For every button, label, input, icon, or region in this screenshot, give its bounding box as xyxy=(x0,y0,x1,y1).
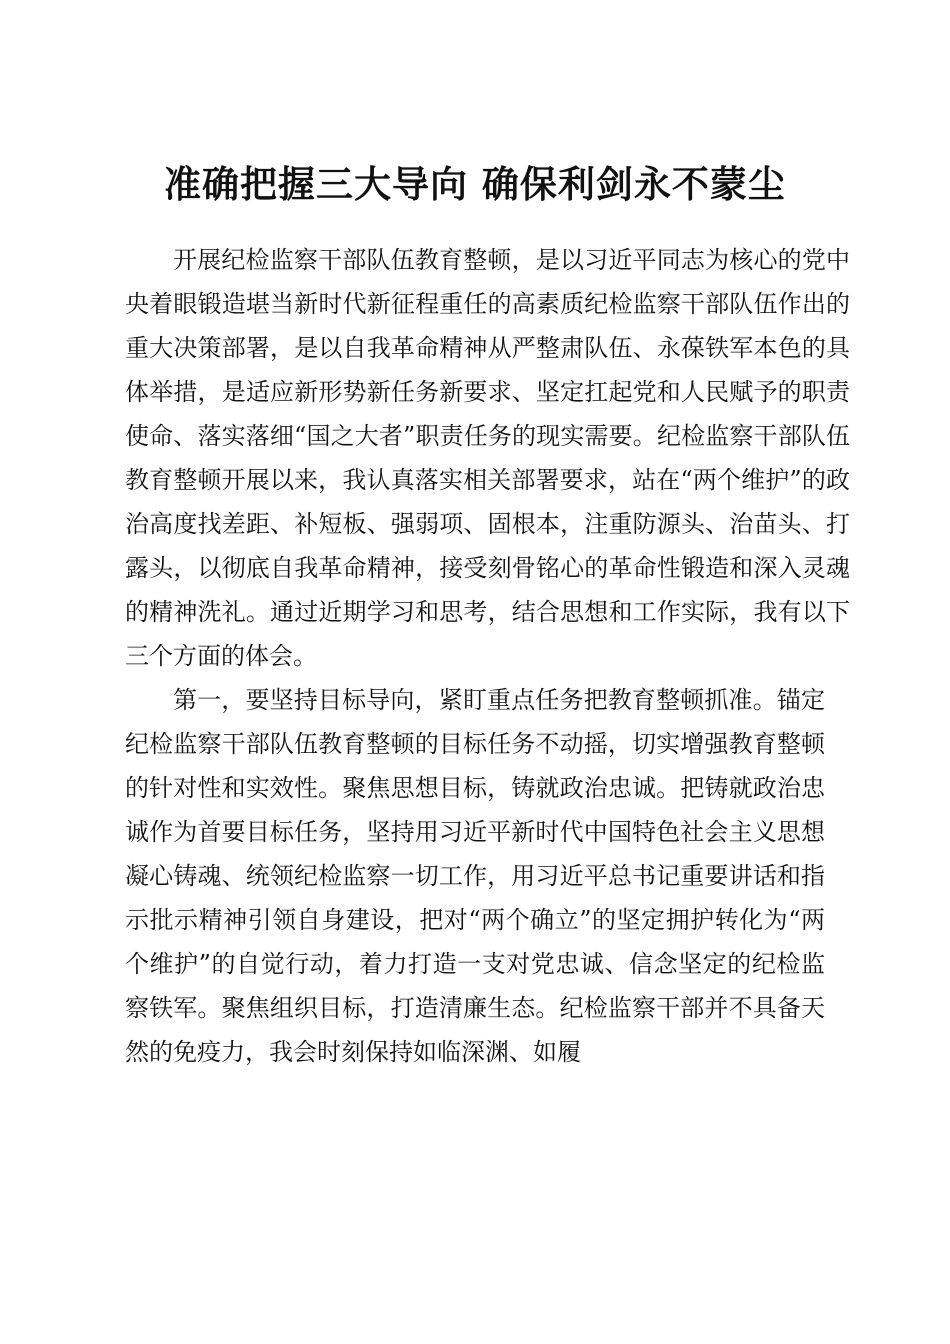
paragraph-introduction: 开展纪检监察干部队伍教育整顿，是以习近平同志为核心的党中央着眼锻造堪当新时代新征程重任的高素质纪检监察干部队伍作出的重大决策部署，是以自我革命精神从严整肃队伍、永葆铁军本色的具体举措，是适应新形势新任务新要求、坚定扛起党和人民赋予的职责使命、落实落细“国之大者”职责任务的现实需要。纪检监察干部队伍教育整顿开展以来，我认真落实相关部署要求，站在“两个维护”的政治高度找差距、补短板、强弱项、固根本，注重防源头、治苗头、打露头，以彻底自我革命精神，接受刻骨铭心的革命性锻造和深入灵魂的精神洗礼。通过近期学习和思考，结合思想和工作实际，我有以下三个方面的体会。 xyxy=(125,246,850,670)
document-title: 准确把握三大导向 确保利剑永不蒙尘 xyxy=(164,162,786,206)
paragraph-first-point: 第一，要坚持目标导向，紧盯重点任务把教育整顿抓准。锚定纪检监察干部队伍教育整顿的目标任务不动摇，切实增强教育整顿的针对性和实效性。聚焦思想目标，铸就政治忠诚。把铸就政治忠诚作为首要目标任务，坚持用习近平新时代中国特色社会主义思想凝心铸魂、统领纪检监察一切工作，用习近平总书记重要讲话和指示批示精神引领自身建设，把对“两个确立”的坚定拥护转化为“两个维护”的自觉行动，着力打造一支对党忠诚、信念坚定的纪检监察铁军。聚焦组织目标，打造清廉生态。纪检监察干部并不具备天然的免疫力，我会时刻保持如临深渊、如履 xyxy=(125,686,825,1066)
